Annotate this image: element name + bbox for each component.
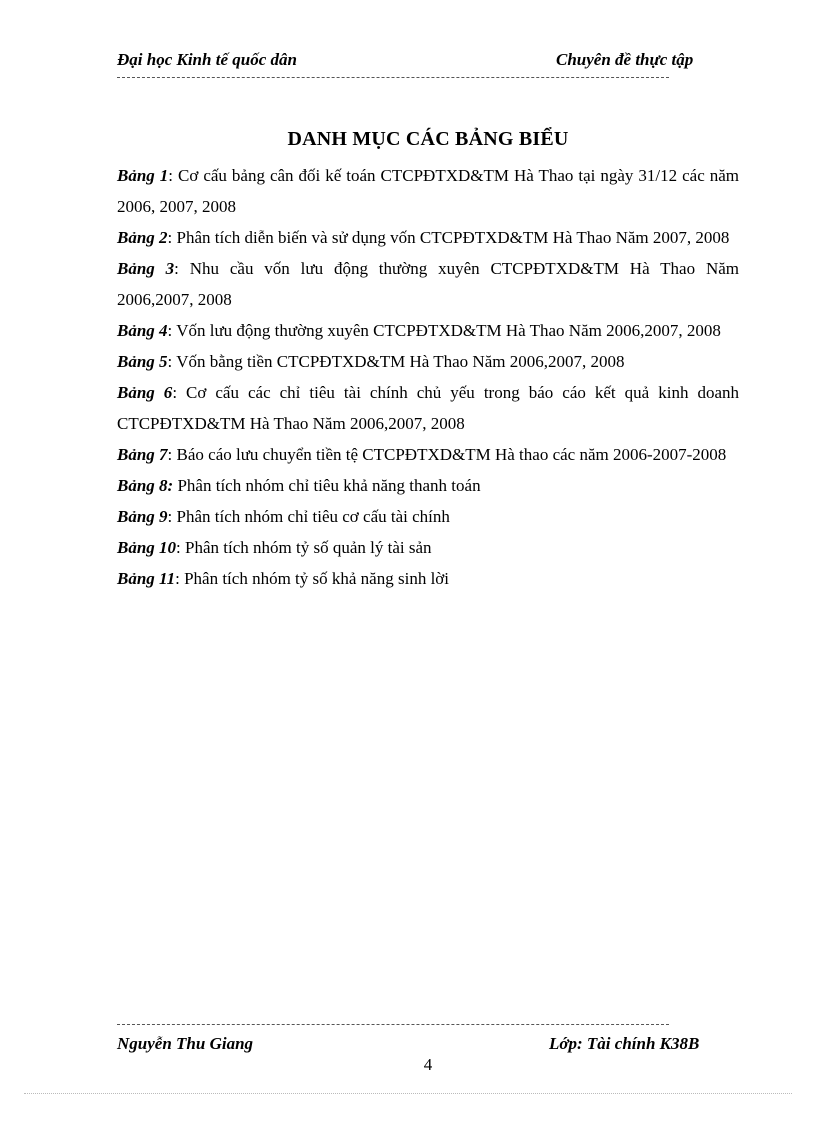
list-item <box>117 253 739 315</box>
list-item <box>117 315 739 346</box>
list-item <box>117 160 739 222</box>
entry-label: Bảng 9 <box>117 507 168 526</box>
entry-text: : Vốn bằng tiền CTCPĐTXD&TM Hà Thao Năm 2006,2007, 2008 <box>167 352 625 371</box>
entry-label: Bảng 3 <box>117 259 175 278</box>
entry-label: Bảng 1 <box>117 166 169 185</box>
list-item <box>117 470 739 501</box>
entry-text: : Phân tích nhóm tỷ số quản lý tài sản <box>176 538 432 557</box>
entry-label: Bảng 6 <box>117 383 173 402</box>
list-item <box>117 377 739 439</box>
entry-text: : Phân tích nhóm tỷ số khả năng sinh lời <box>175 569 450 588</box>
list-item <box>117 222 739 253</box>
list-item <box>117 439 739 470</box>
entry-label: Bảng 10 <box>117 538 177 557</box>
page-number: 4 <box>423 1055 433 1074</box>
entry-label: Bảng 2 <box>117 228 168 247</box>
page-edge-line <box>24 1093 792 1094</box>
entry-label: Bảng 11 <box>117 569 176 588</box>
header-divider <box>117 77 669 78</box>
entry-text: : Phân tích diễn biến và sử dụng vốn CTCPĐTXD&TM Hà Thao Năm 2007, 2008 <box>167 228 730 247</box>
footer-class: Lớp: Tài chính K38B <box>549 1034 700 1053</box>
entry-text: : Vốn lưu động thường xuyên CTCPĐTXD&TM Hà Thao Năm 2006,2007, 2008 <box>167 321 721 340</box>
list-item <box>117 501 739 532</box>
footer-author: Nguyễn Thu Giang <box>117 1034 254 1053</box>
page-title: DANH MỤC CÁC BẢNG BIỂU <box>287 128 569 150</box>
entry-label: Bảng 4 <box>117 321 168 340</box>
entry-label: Bảng 5 <box>117 352 168 371</box>
table-list <box>117 160 739 594</box>
entry-label: Bảng 8: <box>117 476 174 495</box>
entry-text: : Báo cáo lưu chuyển tiền tệ CTCPĐTXD&TM Hà thao các năm 2006-2007-2008 <box>167 445 727 464</box>
entry-text: : Cơ cấu các chỉ tiêu tài chính chủ yếu trong báo cáo kết quả kinh doanh CTCPĐTXD&TM Hà Thao Năm 2006,2007, 2008 <box>117 383 739 433</box>
entry-text: : Phân tích nhóm chỉ tiêu cơ cấu tài chính <box>167 507 450 526</box>
entry-text: : Nhu cầu vốn lưu động thường xuyên CTCPĐTXD&TM Hà Thao Năm 2006,2007, 2008 <box>117 259 739 309</box>
list-item <box>117 563 739 594</box>
entry-text: Phân tích nhóm chỉ tiêu khả năng thanh toán <box>173 476 481 495</box>
list-item <box>117 532 739 563</box>
footer-divider <box>117 1024 669 1025</box>
entry-text: : Cơ cấu bảng cân đối kế toán CTCPĐTXD&TM Hà Thao tại ngày 31/12 các năm 2006, 2007, 2008 <box>117 166 740 216</box>
entry-label: Bảng 7 <box>117 445 168 464</box>
header-report-type: Chuyên đề thực tập <box>556 50 694 69</box>
list-item <box>117 346 739 377</box>
header-university: Đại học Kinh tế quốc dân <box>117 50 297 69</box>
